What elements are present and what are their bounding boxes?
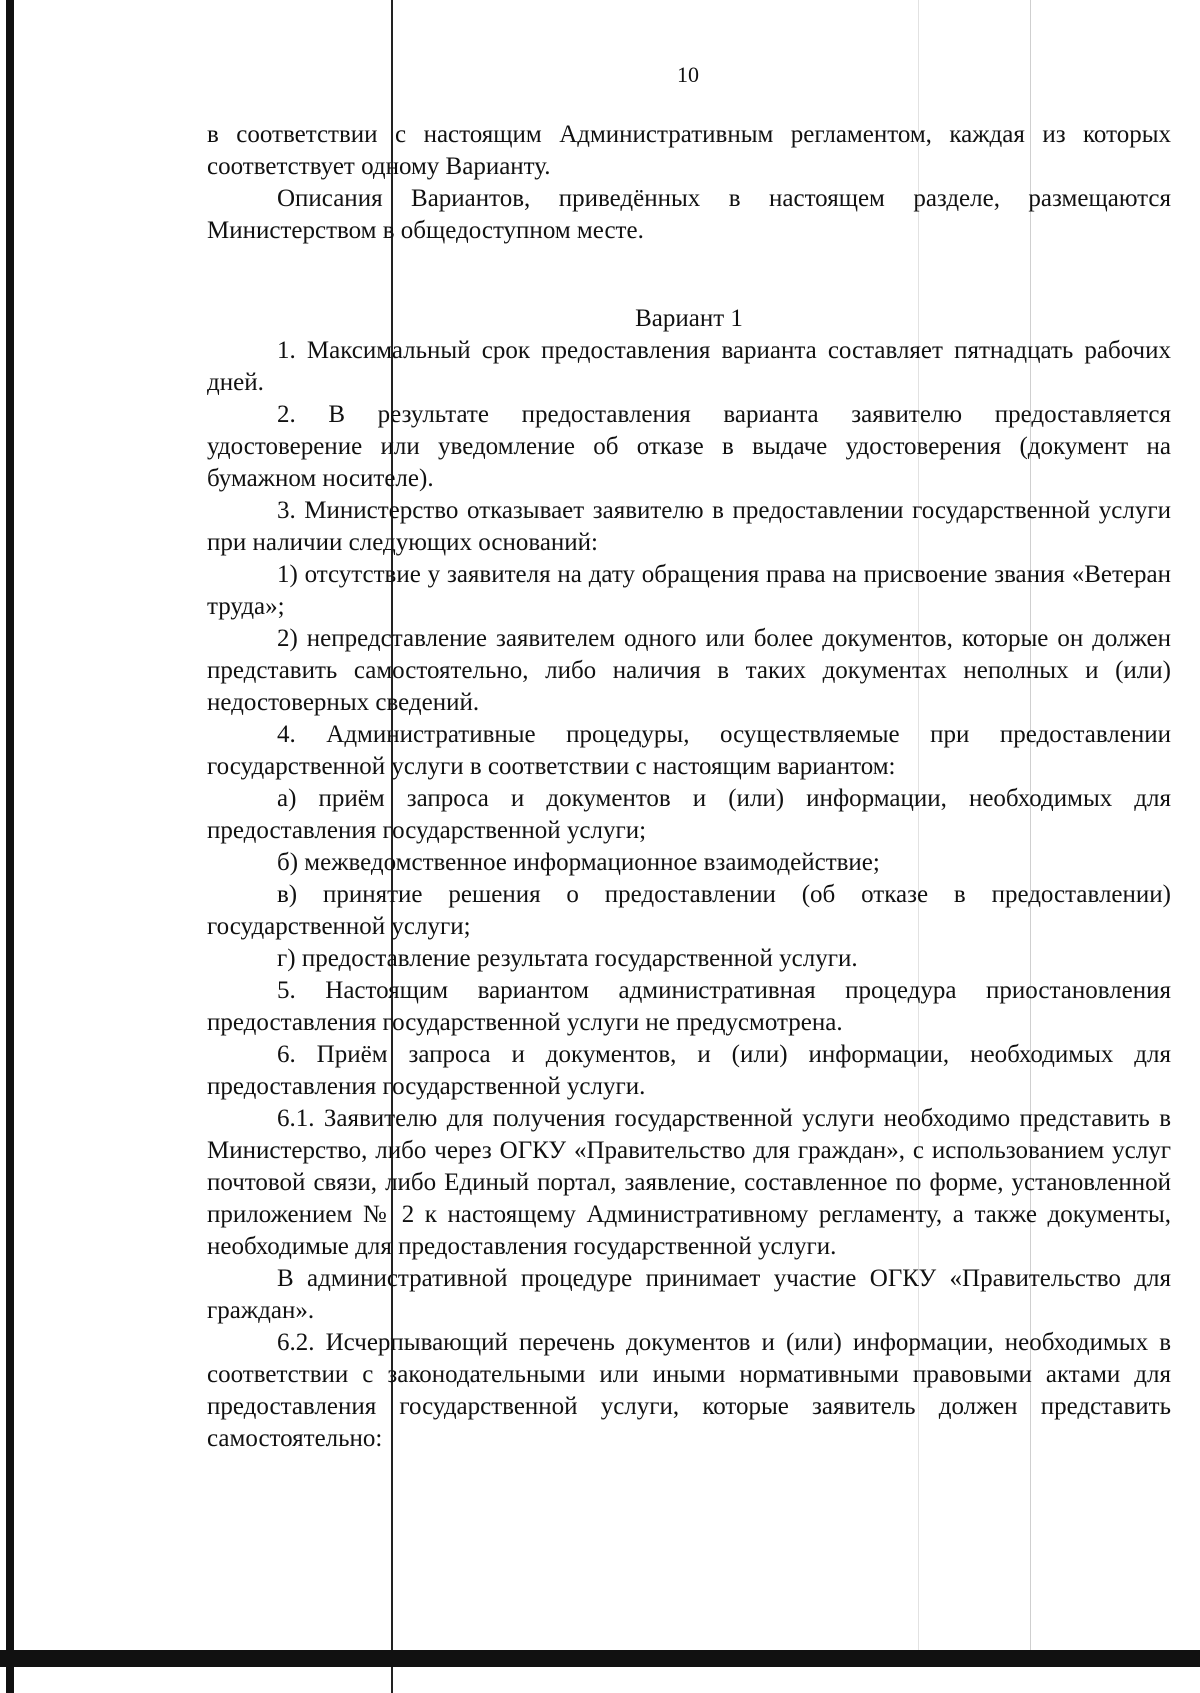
paragraph: 5. Настоящим вариантом административная процедура приостановления предоставления государственной услуги не предусмотрена. [207, 977, 1171, 1036]
list-item: в) принятие решения о предоставлении (об отказе в предоставлении) государственной услуги; [207, 881, 1171, 940]
paragraph: в соответствии с настоящим Административным регламентом, каждая из которых соответствует одному Варианту. [207, 121, 1171, 180]
scan-edge-left [6, 0, 14, 1693]
paragraph: Описания Вариантов, приведённых в настоящем разделе, размещаются Министерством в общедоступном месте. [207, 185, 1171, 244]
document-body [207, 119, 1171, 1455]
list-item: г) предоставление результата государственной услуги. [277, 945, 858, 972]
section-heading: Вариант 1 [635, 305, 743, 332]
list-item: 1) отсутствие у заявителя на дату обращения права на присвоение звания «Ветеран труда»; [207, 561, 1171, 620]
list-item: а) приём запроса и документов и (или) информации, необходимых для предоставления государственной услуги; [207, 785, 1171, 844]
paragraph: 4. Административные процедуры, осуществляемые при предоставлении государственной услуги в соответствии с настоящим вариантом: [207, 721, 1171, 780]
scan-edge-bottom [0, 1650, 1200, 1667]
list-item: б) межведомственное информационное взаимодействие; [277, 849, 880, 876]
list-item: 2) непредставление заявителем одного или более документов, которые он должен представить самостоятельно, либо наличия в таких документах неполных и (или) недостоверных сведений. [207, 625, 1171, 716]
paragraph: 1. Максимальный срок предоставления варианта составляет пятнадцать рабочих дней. [207, 337, 1171, 396]
paragraph: В административной процедуре принимает участие ОГКУ «Правительство для граждан». [207, 1265, 1171, 1324]
paragraph: 3. Министерство отказывает заявителю в предоставлении государственной услуги при наличии следующих оснований: [207, 497, 1171, 556]
paragraph: 6.2. Исчерпывающий перечень документов и (или) информации, необходимых в соответствии с законодательными или иными нормативными правовыми актами для предоставления государственной услуги, которые заявитель должен представить самостоятельно: [207, 1329, 1171, 1452]
paragraph: 6. Приём запроса и документов, и (или) информации, необходимых для предоставления государственной услуги. [207, 1041, 1171, 1100]
page-number: 10 [677, 62, 699, 87]
paragraph: 2. В результате предоставления варианта заявителю предоставляется удостоверение или уведомление об отказе в выдаче удостоверения (документ на бумажном носителе). [207, 401, 1171, 492]
paragraph: 6.1. Заявителю для получения государственной услуги необходимо представить в Министерство, либо через ОГКУ «Правительство для граждан», с использованием услуг почтовой связи, либо Единый портал, заявление, составленное по форме, установленной приложением № 2 к настоящему Административному регламенту, а также документы, необходимые для предоставления государственной услуги. [207, 1105, 1171, 1260]
